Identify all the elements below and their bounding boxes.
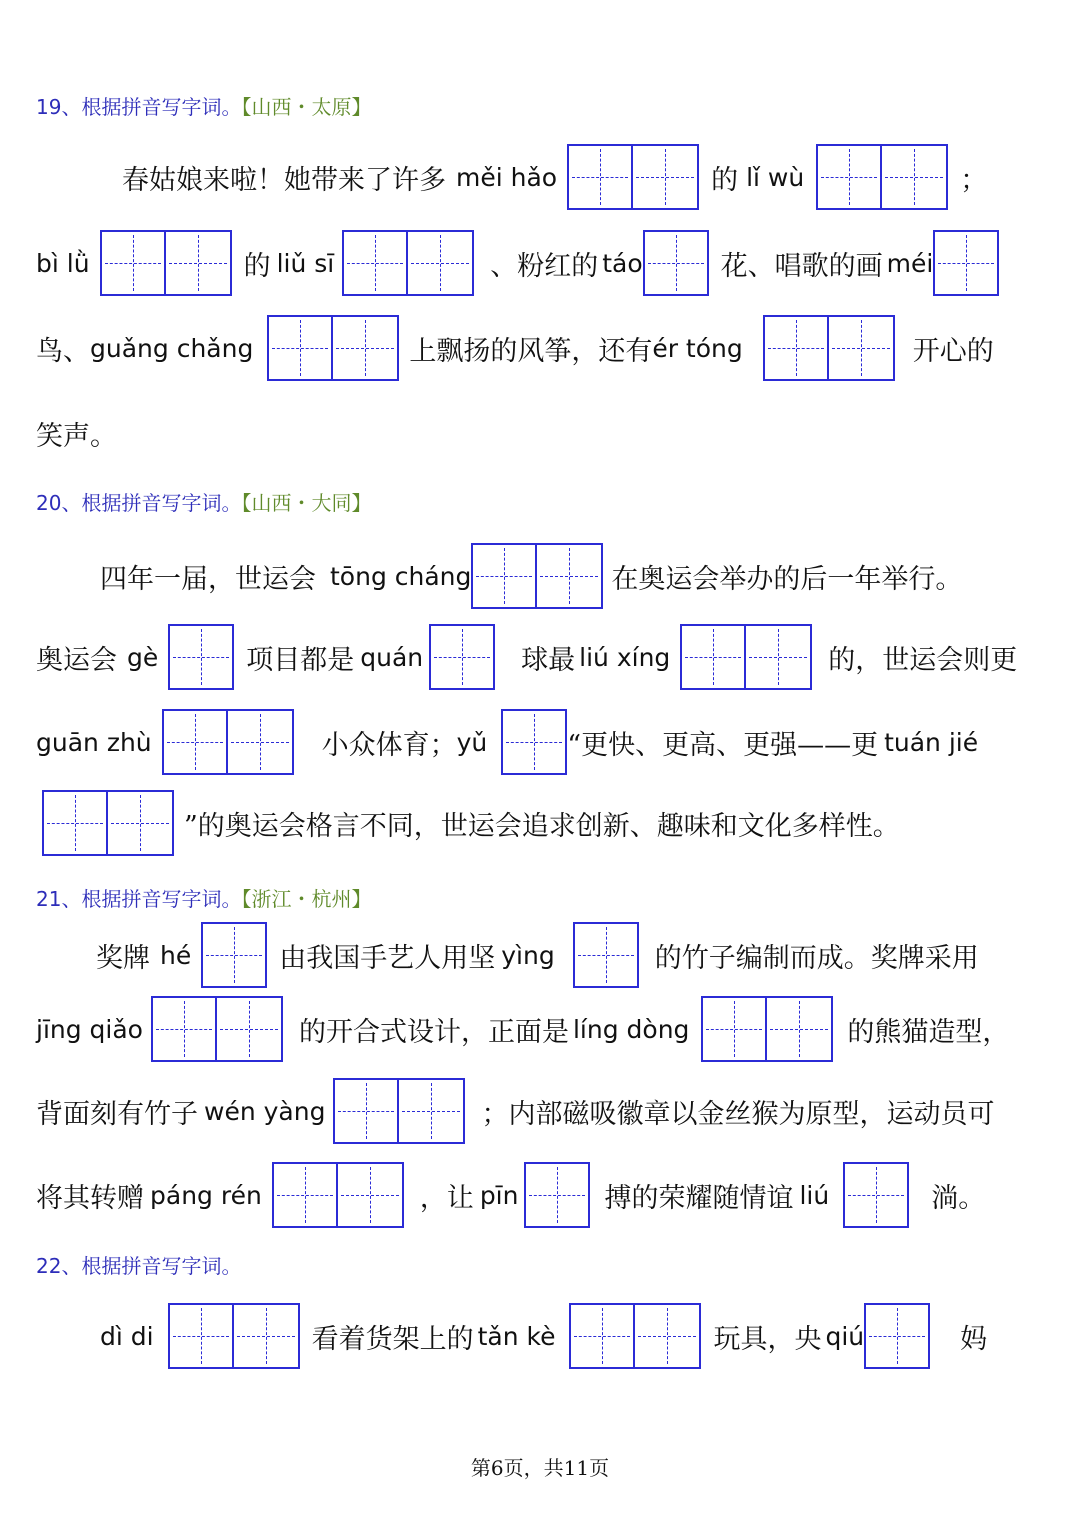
answer-box[interactable] <box>267 315 333 381</box>
answer-box[interactable] <box>746 624 812 690</box>
answer-box-group <box>42 790 174 856</box>
pinyin: páng rén <box>150 1180 262 1210</box>
pinyin: tuán jié <box>884 727 979 757</box>
answer-box[interactable] <box>767 996 833 1062</box>
answer-box[interactable] <box>882 144 948 210</box>
text: 开心的 <box>912 335 994 367</box>
answer-box-group <box>272 1162 404 1228</box>
q20-line-4 <box>36 788 1056 858</box>
q21-line-1 <box>36 920 1056 990</box>
answer-box[interactable] <box>228 709 294 775</box>
q19-line-1 <box>36 142 1056 212</box>
answer-box[interactable] <box>272 1162 338 1228</box>
answer-box[interactable] <box>399 1078 465 1144</box>
pinyin: liú <box>799 1180 830 1210</box>
answer-box[interactable] <box>162 709 228 775</box>
pinyin: liú xíng <box>579 642 671 672</box>
q22-heading <box>36 1254 241 1278</box>
answer-box[interactable] <box>108 790 174 856</box>
pinyin: táo <box>602 248 643 278</box>
answer-box[interactable] <box>843 1162 909 1228</box>
answer-box[interactable] <box>643 230 709 296</box>
q21-line-4 <box>36 1160 1056 1230</box>
answer-box[interactable] <box>333 315 399 381</box>
text: 由我国手艺人用坚 <box>279 942 496 974</box>
pinyin: měi hǎo <box>456 162 558 192</box>
q20-line-1 <box>36 541 1056 611</box>
text: ”的奥运会格言不同，世运会追求创新、趣味和文化多样性。 <box>184 810 900 842</box>
pinyin: yìng <box>501 940 555 970</box>
answer-box[interactable] <box>633 144 699 210</box>
answer-box-group <box>267 315 399 381</box>
pinyin: méi <box>886 248 934 278</box>
pinyin: jīng qiǎo <box>36 1014 143 1044</box>
answer-box[interactable] <box>217 996 283 1062</box>
pinyin: lǐ wù <box>746 162 805 192</box>
text: 、粉红的 <box>490 250 599 282</box>
pinyin: ér tóng <box>652 333 743 363</box>
answer-box-group <box>567 144 699 210</box>
q21-heading <box>36 887 371 911</box>
text: ；内部磁吸徽章以金丝猴为原型，运动员可 <box>481 1098 995 1130</box>
pinyin: wén yàng <box>204 1096 326 1126</box>
answer-box-group <box>168 624 234 690</box>
text: 妈 <box>960 1323 988 1355</box>
text: 的熊猫造型， <box>847 1016 1010 1048</box>
answer-box[interactable] <box>829 315 895 381</box>
page-footer: 第6页，共11页 <box>470 1456 610 1480</box>
answer-box[interactable] <box>408 230 474 296</box>
answer-box-group <box>429 624 495 690</box>
q19-title: 19、根据拼音写字词。 <box>36 95 242 119</box>
text: 鸟、 <box>36 335 90 367</box>
answer-box-group <box>843 1162 909 1228</box>
q19-line-3 <box>36 313 1056 383</box>
answer-box[interactable] <box>168 624 234 690</box>
answer-box[interactable] <box>471 543 537 609</box>
pinyin: pīn <box>479 1180 519 1210</box>
answer-box-group <box>168 1303 300 1369</box>
pinyin: guǎng chǎng <box>90 333 254 363</box>
text: 的 <box>711 164 739 196</box>
answer-box-group <box>569 1303 701 1369</box>
text: 小众体育； <box>321 729 457 761</box>
text: 看着货架上的 <box>311 1323 474 1355</box>
answer-box[interactable] <box>763 315 829 381</box>
answer-box-group <box>933 230 999 296</box>
q20-line-2 <box>36 622 1056 692</box>
answer-box[interactable] <box>680 624 746 690</box>
text: 球最 <box>521 644 576 676</box>
text: 的，世运会则更 <box>828 644 1018 676</box>
answer-box[interactable] <box>635 1303 701 1369</box>
q19-line-2 <box>36 228 1056 298</box>
pinyin: qiú <box>825 1321 865 1351</box>
text: 四年一届，世运会 <box>100 563 316 595</box>
answer-box-group <box>524 1162 590 1228</box>
text: “更快、更高、更强——更 <box>567 729 879 761</box>
answer-box-group <box>763 315 895 381</box>
text: 花、唱歌的画 <box>720 250 883 282</box>
pinyin: liǔ sī <box>276 248 335 278</box>
text: 奖牌 <box>96 942 150 974</box>
answer-box[interactable] <box>168 1303 234 1369</box>
answer-box[interactable] <box>100 230 166 296</box>
answer-box-group <box>701 996 833 1062</box>
text: 上飘扬的风筝，还有 <box>409 335 653 367</box>
text: 项目都是 <box>246 644 355 676</box>
answer-box-group <box>100 230 232 296</box>
answer-box[interactable] <box>567 144 633 210</box>
answer-box-group <box>816 144 948 210</box>
q20-line-3 <box>36 707 1056 777</box>
q21-title: 21、根据拼音写字词。 <box>36 887 242 911</box>
pinyin: líng dòng <box>572 1014 690 1044</box>
answer-box-group <box>643 230 709 296</box>
q19-source: 【山西・太原】 <box>241 95 372 119</box>
answer-box[interactable] <box>429 624 495 690</box>
q22-line-1 <box>36 1301 1056 1371</box>
pinyin: gè <box>127 642 159 672</box>
text: 的 <box>243 250 271 282</box>
text: 背面刻有竹子 <box>36 1098 198 1130</box>
answer-box-group <box>333 1078 465 1144</box>
text: 春姑娘来啦！她带来了许多 <box>122 164 446 196</box>
text: 玩具，央 <box>713 1323 822 1355</box>
pinyin: hé <box>160 940 192 970</box>
pinyin: tōng cháng <box>330 561 472 591</box>
text: 将其转赠 <box>36 1182 144 1214</box>
answer-box[interactable] <box>537 543 603 609</box>
answer-box[interactable] <box>701 996 767 1062</box>
text: 的竹子编制而成。奖牌采用 <box>654 942 979 974</box>
answer-box-group <box>342 230 474 296</box>
pinyin: bì lǜ <box>36 248 90 278</box>
answer-box[interactable] <box>234 1303 300 1369</box>
text: 淌。 <box>931 1182 986 1214</box>
answer-box[interactable] <box>338 1162 404 1228</box>
answer-box[interactable] <box>573 922 639 988</box>
answer-box-group <box>864 1303 930 1369</box>
text: 搏的荣耀随情谊 <box>604 1182 794 1214</box>
answer-box-group <box>201 922 267 988</box>
q20-source: 【山西・大同】 <box>241 491 372 515</box>
answer-box[interactable] <box>42 790 108 856</box>
answer-box[interactable] <box>524 1162 590 1228</box>
text: ； <box>960 164 988 196</box>
q21-source: 【浙江・杭州】 <box>241 887 372 911</box>
answer-box-group <box>162 709 294 775</box>
q20-title: 20、根据拼音写字词。 <box>36 491 242 515</box>
answer-box-group <box>680 624 812 690</box>
text: 笑声。 <box>36 420 117 452</box>
answer-box-group <box>151 996 283 1062</box>
answer-box-group <box>573 922 639 988</box>
text: 奥运会 <box>36 644 117 676</box>
answer-box[interactable] <box>342 230 408 296</box>
pinyin: tǎn kè <box>477 1321 556 1351</box>
q21-line-2 <box>36 994 1056 1064</box>
text: 的开合式设计，正面是 <box>298 1016 569 1048</box>
q19-line-4 <box>36 398 1056 468</box>
q21-line-3 <box>36 1076 1056 1146</box>
answer-box[interactable] <box>166 230 232 296</box>
answer-box[interactable] <box>933 230 999 296</box>
answer-box[interactable] <box>333 1078 399 1144</box>
answer-box-group <box>501 709 567 775</box>
text: ，让 <box>419 1182 474 1214</box>
text: 在奥运会举办的后一年举行。 <box>611 563 963 595</box>
answer-box[interactable] <box>864 1303 930 1369</box>
q20-heading <box>36 491 371 515</box>
answer-box[interactable] <box>501 709 567 775</box>
answer-box[interactable] <box>569 1303 635 1369</box>
pinyin: quán <box>360 642 424 672</box>
answer-box[interactable] <box>201 922 267 988</box>
pinyin: dì di <box>100 1321 154 1351</box>
answer-box[interactable] <box>151 996 217 1062</box>
pinyin: guān zhù <box>36 727 152 757</box>
q22-title: 22、根据拼音写字词。 <box>36 1254 242 1278</box>
answer-box[interactable] <box>816 144 882 210</box>
answer-box-group <box>471 543 603 609</box>
pinyin: yǔ <box>456 727 488 757</box>
q19-heading <box>36 95 371 119</box>
